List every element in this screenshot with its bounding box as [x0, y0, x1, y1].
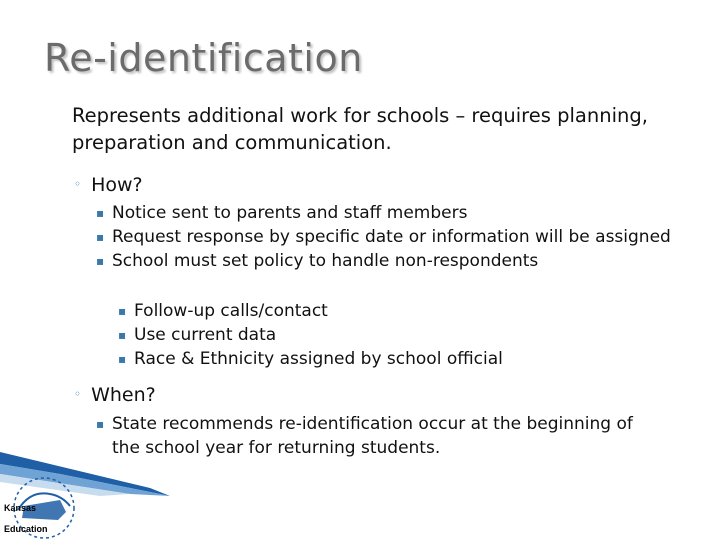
footer-swoosh	[0, 450, 720, 540]
list-item-text: Use current data	[134, 325, 277, 345]
list-item	[96, 201, 696, 225]
square-bullet-icon: ▪	[96, 417, 105, 431]
square-bullet-icon: ▪	[118, 328, 127, 342]
list-item	[96, 249, 696, 273]
list-item-text: State recommends re-identification occur at the beginning of the school year for returning students.	[112, 414, 633, 458]
how-subitems-list	[118, 299, 678, 371]
list-item-text: Follow-up calls/contact	[134, 301, 328, 321]
square-bullet-icon: ▪	[96, 206, 105, 220]
list-item	[118, 323, 678, 347]
circle-bullet-icon: ◦	[74, 387, 82, 401]
circle-bullet-icon: ◦	[74, 177, 82, 191]
section-when-heading	[74, 384, 156, 406]
square-bullet-icon: ▪	[118, 304, 127, 318]
intro-text: Represents additional work for schools – requires planning, preparation and communication.	[72, 104, 648, 154]
how-items-list	[96, 201, 696, 273]
section-heading-label: When?	[91, 384, 156, 406]
list-item	[96, 225, 696, 249]
logo-line-kansas: Kansas	[4, 503, 37, 513]
square-bullet-icon: ▪	[96, 254, 105, 268]
list-item-text: Race & Ethnicity assigned by school official	[134, 349, 503, 369]
list-item-text: Notice sent to parents and staff members	[112, 203, 468, 223]
section-heading-label: How?	[91, 174, 143, 196]
square-bullet-icon: ▪	[118, 352, 127, 366]
slide-title: Re-identification	[44, 36, 363, 80]
list-item	[118, 299, 678, 323]
list-item-text: Request response by specific date or information will be assigned	[112, 227, 671, 247]
list-item-text: School must set policy to handle non-respondents	[112, 251, 539, 271]
section-how-heading	[74, 174, 143, 196]
list-item	[118, 347, 678, 371]
square-bullet-icon: ▪	[96, 230, 105, 244]
logo-line-education: Education	[4, 524, 48, 534]
